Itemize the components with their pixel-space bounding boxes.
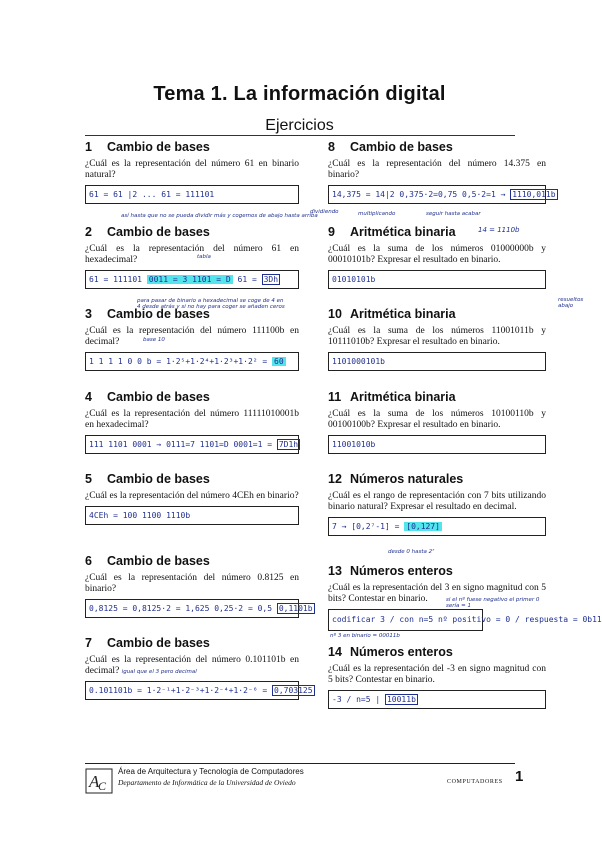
exercise-8 bbox=[310, 140, 556, 217]
exercise-heading: 4 Cambio de bases bbox=[85, 390, 210, 404]
svg-text:C: C bbox=[98, 779, 107, 793]
exercise-1 bbox=[85, 140, 318, 219]
exercise-heading: 11 Aritmética binaria bbox=[328, 390, 456, 404]
exercise-heading: 3 Cambio de bases bbox=[85, 307, 210, 321]
answer-box: 0.101101b = 1·2⁻¹+1·2⁻³+1·2⁻⁴+1·2⁻⁶ = 0,703125 bbox=[85, 681, 299, 700]
answer-box: 14,375 = 14|2 0,375·2=0,75 0,5·2=1 → 1110,011b bbox=[328, 185, 546, 204]
answer-box: 1101000101b bbox=[328, 352, 546, 371]
header-divider bbox=[85, 135, 515, 136]
answer-box: 4CEh = 100 1100 1110b bbox=[85, 506, 299, 525]
university-logo-icon bbox=[85, 768, 113, 794]
handwritten-note: seguir hasta acabar bbox=[426, 211, 481, 217]
exercise-11 bbox=[328, 390, 546, 454]
exercise-10 bbox=[328, 297, 584, 371]
svg-text:A: A bbox=[89, 772, 100, 791]
exercise-heading: 1 Cambio de bases bbox=[85, 140, 210, 154]
exercise-question: ¿Cuál es la representación del número 61 en binario natural? bbox=[85, 159, 299, 181]
footer-divider bbox=[85, 763, 515, 764]
exercise-heading: 12 Números naturales bbox=[328, 472, 464, 486]
handwritten-note: así hasta que no se pueda dividir más y cogemos de abajo hasta arriba bbox=[121, 213, 318, 219]
footer-course: COMPUTADORES bbox=[447, 779, 503, 785]
page-subtitle: Ejercicios bbox=[265, 117, 334, 134]
exercise-heading: 7 Cambio de bases bbox=[85, 636, 210, 650]
handwritten-note: para pasar de binario a hexadecimal se coge de 4 en 4 desde atrás y si no hay para coger se añaden ceros bbox=[137, 298, 285, 310]
footer-department-area: Área de Arquitectura y Tecnología de Computadores bbox=[118, 767, 304, 776]
exercise-question: ¿Cuál es la suma de los números 01000000b y 00010101b? Expresar el resultado en binario. bbox=[328, 244, 546, 266]
exercise-heading: 5 Cambio de bases bbox=[85, 472, 210, 486]
page-number: 1 bbox=[515, 768, 524, 785]
exercise-heading: 8 Cambio de bases bbox=[328, 140, 453, 154]
answer-box: 61 = 111101 0011 = 3 1101 = D 61 = 3Dh bbox=[85, 270, 299, 289]
handwritten-note: desde 0 hasta 2⁷ bbox=[388, 549, 435, 555]
exercise-question: ¿Cuál es la suma de los números 11001011b y 10111010b? Expresar el resultado en binario. bbox=[328, 326, 546, 348]
handwritten-note: igual que el 3 pero decimal bbox=[121, 669, 197, 676]
exercise-3 bbox=[85, 307, 299, 371]
answer-box: 61 = 61 |2 ... 61 = 111101 bbox=[85, 185, 299, 204]
exercise-question: ¿Cuál es la representación del -3 en signo magnitud con 5 bits? Contestar en binario. bbox=[328, 664, 546, 686]
exercise-question: ¿Cuál es la representación del 3 en signo magnitud con 5 bits? Contestar en binario. bbox=[328, 583, 546, 605]
handwritten-note: dividiendo bbox=[310, 209, 339, 215]
exercise-question: ¿Cuál es el rango de representación con 7 bits utilizando binario natural? Expresar el resultado en decimal. bbox=[328, 491, 546, 513]
exercise-12 bbox=[328, 472, 546, 555]
handwritten-note: multiplicando bbox=[358, 211, 396, 217]
exercise-14 bbox=[328, 645, 546, 709]
answer-box: 01010101b bbox=[328, 270, 546, 289]
page-title: Tema 1. La información digital bbox=[153, 83, 446, 105]
exercise-heading: 9 Aritmética binaria bbox=[328, 225, 456, 239]
exercise-question: ¿Cuál es la representación del número 14.375 en binario? bbox=[328, 159, 546, 181]
exercise-heading: 6 Cambio de bases bbox=[85, 554, 210, 568]
exercise-question: ¿Cuál es la representación del número 61 en hexadecimal? bbox=[85, 244, 299, 266]
answer-box: 1 1 1 1 0 0 b = 1·2⁵+1·2⁴+1·2³+1·2² = 60 bbox=[85, 352, 299, 371]
handwritten-note: nº 3 en binario = 00011b bbox=[330, 633, 400, 639]
exercise-4 bbox=[85, 390, 299, 454]
handwritten-note: base 10 bbox=[143, 337, 165, 343]
handwritten-note: 14 = 1110b bbox=[478, 226, 520, 234]
exercise-heading: 2 Cambio de bases bbox=[85, 225, 210, 239]
handwritten-note: si el nº fuese negativo el primer 0 sería = 1 bbox=[446, 597, 540, 609]
handwritten-note: tabla bbox=[197, 254, 211, 260]
answer-box: 7 → [0,2⁷-1] = [0,127] bbox=[328, 517, 546, 536]
exercise-question: ¿Cuál es la representación del número 0.8125 en binario? bbox=[85, 573, 299, 595]
exercise-5 bbox=[85, 472, 299, 525]
exercise-13 bbox=[328, 564, 602, 639]
answer-box: 111 1101 0001 → 0111=7 1101=D 0001=1 = 7D1h bbox=[85, 435, 299, 454]
exercise-heading: 14 Números enteros bbox=[328, 645, 453, 659]
exercise-question: ¿Cuál es la suma de los números 10100110b y 00100100b? Expresar el resultado en binario. bbox=[328, 409, 546, 431]
exercise-heading: 13 Números enteros bbox=[328, 564, 453, 578]
answer-box: 0,8125 = 0,8125·2 = 1,625 0,25·2 = 0,5 0,1101b bbox=[85, 599, 299, 618]
exercise-6 bbox=[85, 554, 313, 618]
exercise-heading: 10 Aritmética binaria bbox=[328, 307, 456, 321]
answer-box: 11001010b bbox=[328, 435, 546, 454]
answer-box: -3 / n=5 | 10011b bbox=[328, 690, 546, 709]
exercise-2 bbox=[85, 225, 299, 310]
exercise-question: ¿Cuál es la representación del número 11111010001b en hexadecimal? bbox=[85, 409, 299, 431]
exercise-question: ¿Cuál es la representación del número 111100b en decimal? bbox=[85, 326, 299, 348]
exercise-9 bbox=[328, 225, 546, 289]
exercise-7 bbox=[85, 636, 313, 700]
handwritten-note: resueltos abajo bbox=[558, 297, 584, 309]
answer-box: codificar 3 / con n=5 nº positivo = 0 / respuesta = 0b11 bbox=[328, 609, 483, 631]
footer-department: Departamento de Informática de la Universidad de Oviedo bbox=[118, 778, 296, 787]
exercise-question: ¿Cuál es la representación del número 0.101101b en decimal? igual que el 3 pero decimal bbox=[85, 655, 299, 677]
exercise-question: ¿Cuál es la representación del número 4CEh en binario? bbox=[85, 491, 299, 501]
